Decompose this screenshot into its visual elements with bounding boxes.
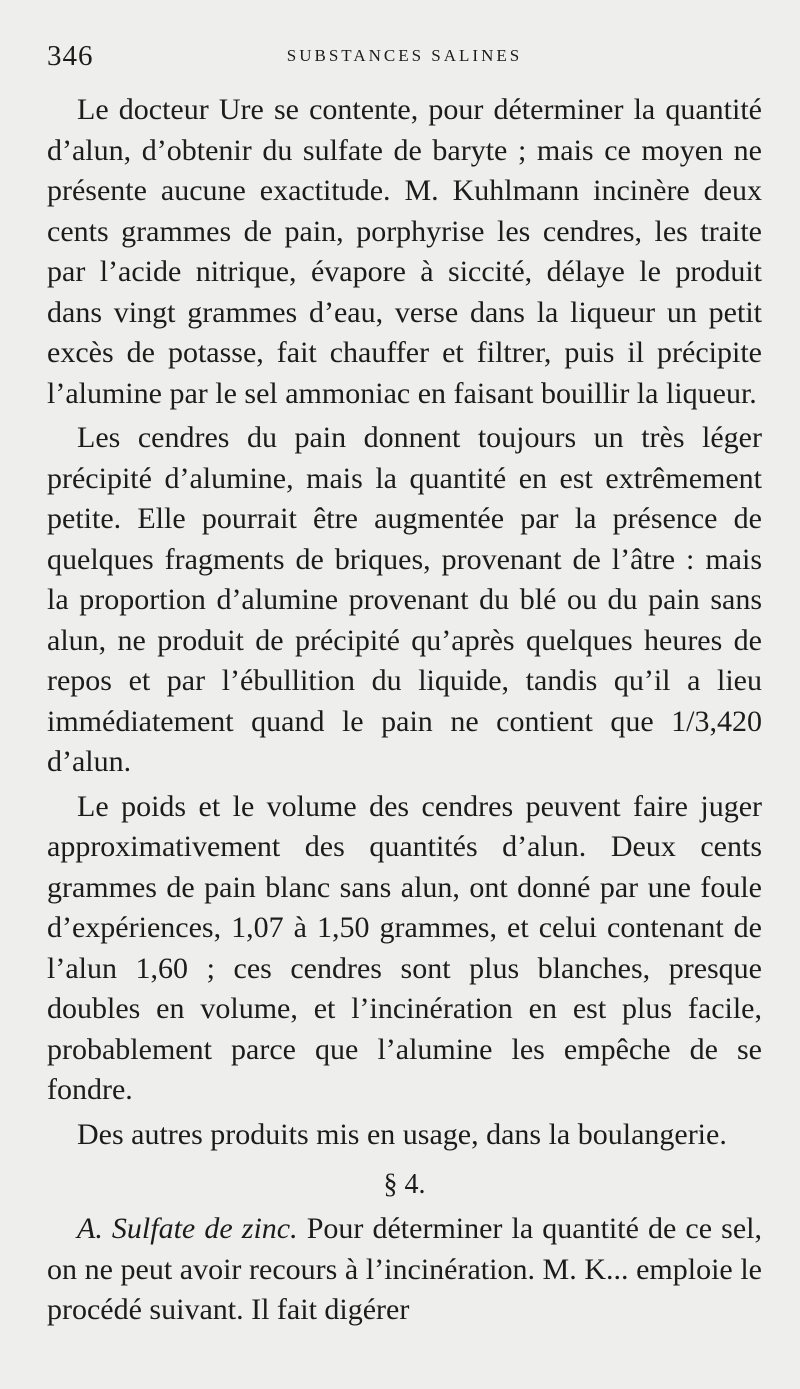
running-title: SUBSTANCES SALINES — [286, 46, 523, 65]
zinc-sulfate-heading: A. Sulfate de zinc. — [77, 1212, 298, 1245]
page-content — [47, 40, 762, 1380]
body-text — [47, 90, 762, 1331]
paragraph-bread-ashes: Les cendres du pain donnent toujours un très léger précipité d’alumine, mais la quantité en est extrêmement petite. Elle pourrait être augmentée par la présence de quelques fragments de briques, provenant de l’âtre : mais la proportion d’alumine provenant du blé ou du pain sans alun, ne produit de précipité qu’après quelques heures de repos et par l’ébullition du liquide, tandis qu’il a lieu immédiatement quand le pain ne contient que 1/3,420 d’alun. — [47, 421, 762, 778]
page-header — [47, 40, 762, 90]
paragraph-ash-weight: Le poids et le volume des cendres peuvent faire juger approximativement des quantités d’alun. Deux cents grammes de pain blanc sans alun, ont donné par une foule d’expériences, 1,07 à 1,50 grammes, et celui contenant de l’alun 1,60 ; ces cendres sont plus blanches, presque doubles en volume, et l’incinération en est plus facile, probablement parce que l’alumine les empêche de se fondre. — [47, 789, 762, 1106]
page-number: 346 — [47, 40, 94, 72]
section-heading: § 4. — [383, 1169, 426, 1200]
paragraph-zinc-sulfate — [47, 1209, 762, 1331]
zinc-sulfate-text: Pour déterminer la quantité de ce sel, on ne peut avoir recours à l’incinération. M. K... emploie le procédé suivant. Il fait digérer — [47, 1212, 762, 1326]
paragraph-ure-method: Le docteur Ure se contente, pour déterminer la quantité d’alun, d’obtenir du sulfate de baryte ; mais ce moyen ne présente aucune exactitude. M. Kuhlmann incinère deux cents grammes de pain, porphyrise les cendres, les traite par l’acide nitrique, évapore à siccité, délaye le produit dans vingt grammes d’eau, verse dans la liqueur un petit excès de potasse, fait chauffer et filtrer, puis il précipite l’alumine par le sel ammoniac en faisant bouillir la liqueur. — [47, 93, 762, 410]
paragraph-other-products: Des autres produits mis en usage, dans la boulangerie. — [77, 1117, 727, 1151]
